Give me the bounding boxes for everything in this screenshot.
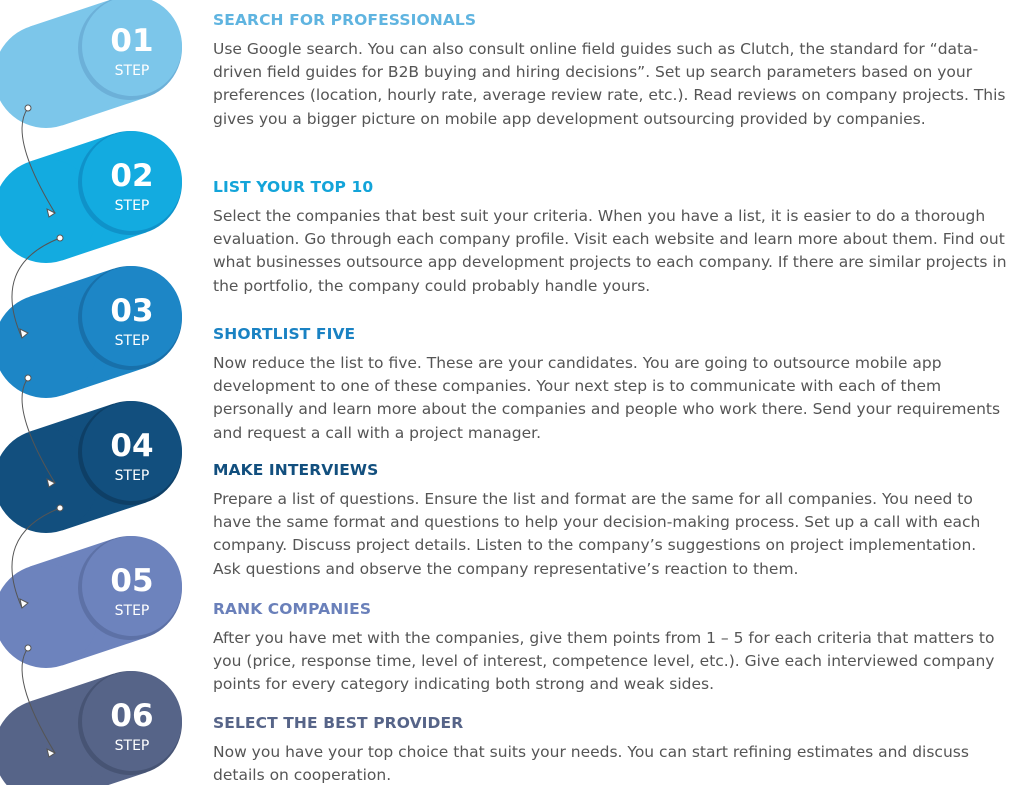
step-title: MAKE INTERVIEWS: [213, 461, 379, 479]
step-number: 03: [110, 293, 154, 329]
step-text-2: [213, 178, 1008, 298]
step-text-1: [213, 11, 1008, 131]
step-description: Use Google search. You can also consult online field guides such as Clutch, the standard for “data-driven field guides for B2B buying and hiring decisions”. Set up search parameters based on your preferences (location, hourly rate, average review rate, etc.). Read reviews on company projects. This gives you a bigger picture on mobile app development outsourcing provided by companies.: [213, 40, 1006, 128]
arrow-start-dot: [57, 505, 63, 511]
step-capsule-4: [0, 401, 182, 533]
step-number: 04: [110, 428, 154, 464]
step-label: STEP: [114, 333, 150, 349]
arrow-start-dot: [57, 235, 63, 241]
arrow-start-dot: [25, 375, 31, 381]
step-text-4: [213, 461, 1008, 581]
step-number: 01: [110, 23, 154, 59]
step-description: Select the companies that best suit your criteria. When you have a list, it is easier to do a thorough evaluation. Go through each company profile. Visit each website and learn more about them. Find out what businesses outsource app development projects to each company. If there are similar projects in the portfolio, the company could probably handle yours.: [213, 207, 1007, 295]
step-label: STEP: [114, 738, 150, 754]
steps-graphic: [0, 0, 200, 785]
step-description: Now you have your top choice that suits your needs. You can start refining estimates and discuss details on cooperation.: [213, 743, 969, 785]
step-title: RANK COMPANIES: [213, 600, 372, 618]
step-label: STEP: [114, 63, 150, 79]
step-capsule-6: [0, 671, 182, 785]
step-label: STEP: [114, 468, 150, 484]
step-text-6: [213, 714, 1008, 787]
step-number: 06: [110, 698, 154, 734]
step-text-5: [213, 600, 1008, 697]
step-description: Now reduce the list to five. These are your candidates. You are going to outsource mobile app development to one of these companies. Your next step is to communicate with each of them personally and learn more about the companies and people who work there. Send your requirements and request a call with a project manager.: [213, 354, 1001, 442]
step-number: 05: [110, 563, 154, 599]
step-title: LIST YOUR TOP 10: [213, 178, 374, 196]
step-capsule-2: [0, 131, 182, 263]
step-title: SEARCH FOR PROFESSIONALS: [213, 11, 477, 29]
step-description: Prepare a list of questions. Ensure the list and format are the same for all companies. You need to have the same format and questions to help your decision-making process. Set up a call with each company. Discuss project details. Listen to the company’s suggestions on project implementation. Ask questions and observe the company representative’s reaction to them.: [213, 490, 981, 578]
step-number: 02: [110, 158, 154, 194]
step-text-3: [213, 325, 1008, 445]
arrow-start-dot: [25, 105, 31, 111]
step-label: STEP: [114, 198, 150, 214]
step-title: SELECT THE BEST PROVIDER: [213, 714, 464, 732]
step-title: SHORTLIST FIVE: [213, 325, 356, 343]
step-label: STEP: [114, 603, 150, 619]
step-description: After you have met with the companies, give them points from 1 – 5 for each criteria that matters to you (price, response time, level of interest, competence level, etc.). Give each interviewed company points for every category indicating both strong and weak sides.: [213, 629, 995, 694]
arrow-start-dot: [25, 645, 31, 651]
